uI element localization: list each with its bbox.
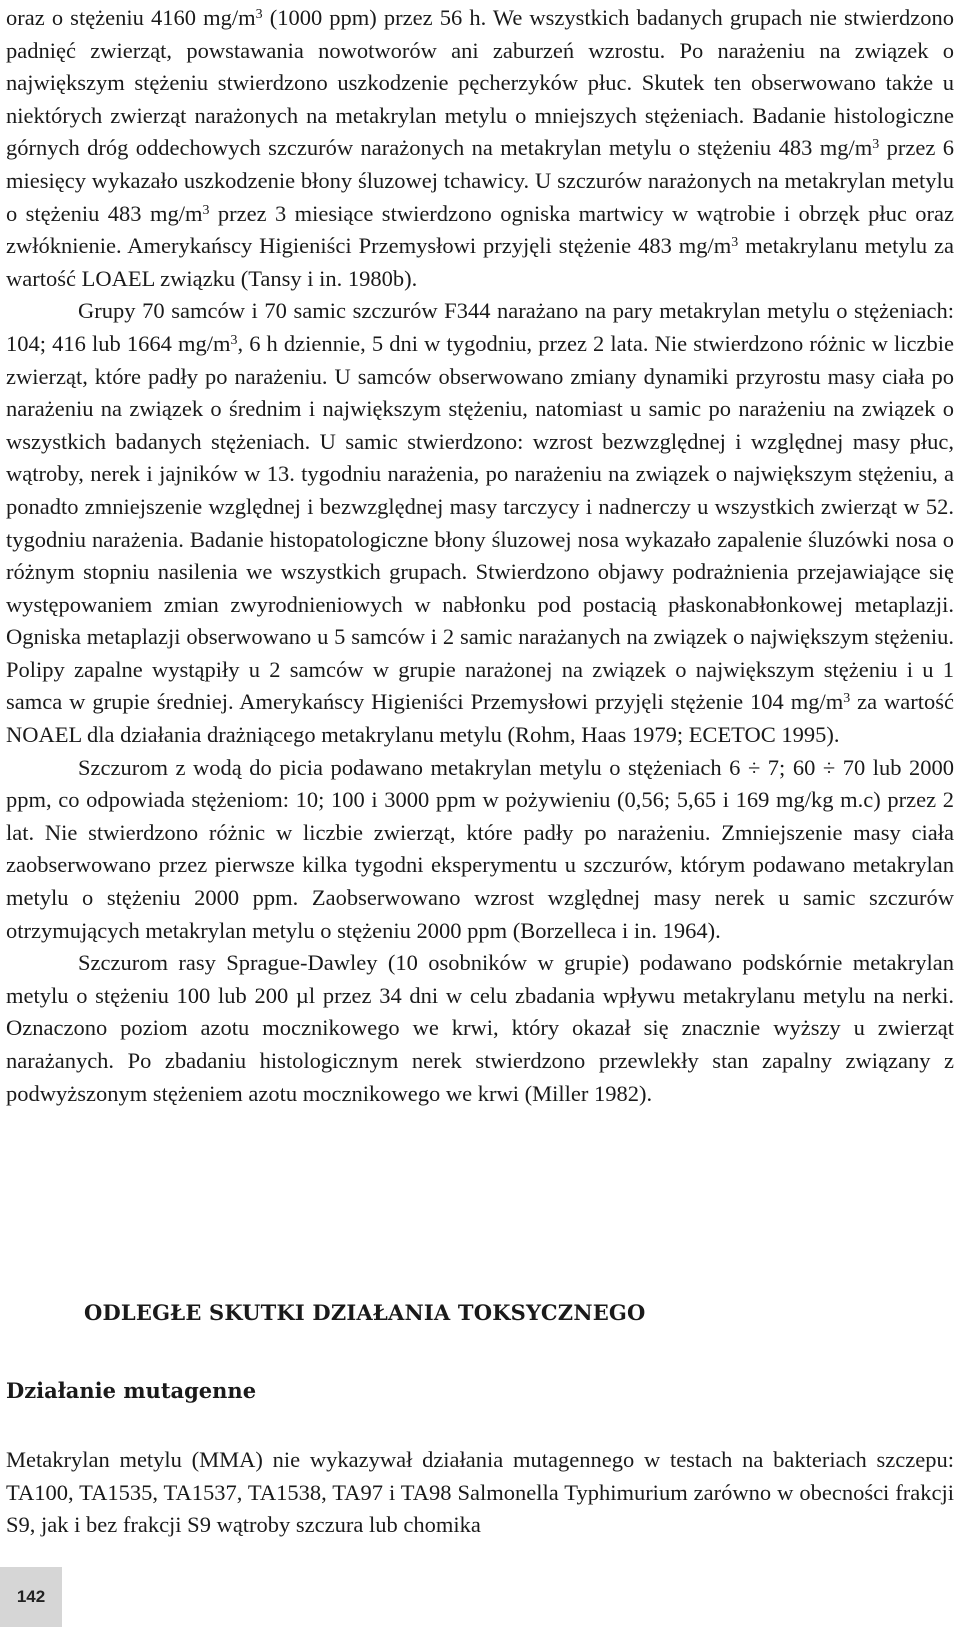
- superscript: 3: [255, 7, 263, 23]
- superscript: 3: [872, 137, 880, 153]
- paragraph-mutagenic: Metakrylan metylu (MMA) nie wykazywał działania mutagennego w testach na bakteriach szczepu: TA100, TA1535, TA1537, TA1538, TA97 i TA98 Salmonella Typhimurium zarówno w obecności frakcji S9, jak i bez frakcji S9 wątroby szczura lub chomika: [6, 1447, 954, 1538]
- paragraph-text: (1000 ppm) przez 56 h. We wszystkich badanych grupach nie stwierdzono padnięć zwierząt, powstawania nowotworów ani zaburzeń wzrostu. Po narażeniu na związek o największym stężeniu stwierdzono uszkodzenie pęcherzyków płuc. Skutek ten obserwowano także u niektórych zwierząt narażonych na metakrylan metylu o mniejszych stężeniach. Badanie histologiczne górnych dróg oddechowych szczurów narażonych na metakrylan metylu o stężeniu 483 mg/m: [6, 5, 954, 161]
- section-heading: ODLEGŁE SKUTKI DZIAŁANIA TOKSYCZNEGO: [84, 1300, 646, 1325]
- paragraph-text: przez 6 miesięcy wykazało uszkodzenie błony śluzowej tchawicy. U szczurów narażonych na metakrylan metylu o stężeniu 483 mg/m: [6, 135, 955, 226]
- paragraph-text: Szczurom rasy Sprague-Dawley (10 osobników w grupie) podawano podskórnie metakrylan metylu o stężeniu 100 lub 200 µl przez 34 dni w celu zbadania wpływu metakrylanu metylu na nerki. Oznaczono poziom azotu mocznikowego we krwi, który okazał się znacznie wyższy u zwierząt narażanych. Po zbadaniu histologicznym nerek stwierdzono przewlekły stan zapalny związany z podwyższonym stężeniem azotu mocznikowego we krwi (Miller 1982).: [6, 950, 954, 1106]
- superscript: 3: [731, 235, 739, 251]
- paragraph-text: , 6 h dziennie, 5 dni w tygodniu, przez 2 lata. Nie stwierdzono różnic w liczbie zwierząt, które padły po narażeniu. U samców obserwowano zmiany dynamiki przyrostu masy ciała po narażeniu na związek o średnim i największym stężeniu, natomiast u samic po narażeniu na związek o wszystkich badanych stężeniach. U samic stwierdzono: wzrost bezwzględnej i względnej masy płuc, wątroby, nerek i jajników w 13. tygodniu narażenia, po narażeniu na związek o największym stężeniu, a ponadto zmniejszenie względnej i bezwzględnej masy tarczycy i nadnerczy u wszystkich zwierząt w 52. tygodniu narażenia. Badanie histopatologiczne błony śluzowej nosa wykazało zapalenie śluzówki nosa o różnym stopniu nasilenia we wszystkich grupach. Stwierdzono objawy podrażnienia przejawiające się występowaniem zmian zwyrodnieniowych w nabłonku pod postacią płaskonabłonkowej metaplazji. Ogniska metaplazji obserwowano u 5 samców i 2 samic narażanych na związek o największym stężeniu. Polipy zapalne wystąpiły u 2 samców w grupie narażonej na związek o największym stężeniu i u 1 samca w grupie średniej. Amerykańscy Higieniści Przemysłowi przyjęli stężenie 104 mg/m: [6, 330, 954, 715]
- page-number: 142: [16, 1587, 46, 1606]
- paragraph-list: [6, 2, 954, 1110]
- paragraph: [6, 947, 954, 1110]
- paragraph-text: za wartość NOAEL dla działania drażniącego metakrylanu metylu (Rohm, Haas 1979; ECETOC 1995).: [6, 689, 954, 748]
- paragraph-text: metakrylanu metylu za wartość LOAEL związku (Tansy i in. 1980b).: [6, 233, 955, 291]
- paragraph-text: Szczurom z wodą do picia podawano metakrylan metylu o stężeniach 6 ÷ 7; 60 ÷ 70 lub 2000 ppm, co odpowiada stężeniom: 10; 100 i 3000 ppm w pożywieniu (0,56; 5,65 i 169 mg/kg m.c) przez 2 lat. Nie stwierdzono różnic w liczbie zwierząt, które padły po narażeniu. Zmniejszenie masy ciała zaobserwowano przez pierwsze kilka tygodni eksperymentu u szczurów, którym podawano metakrylan metylu o stężeniu 2000 ppm. Zaobserwowano wzrost względnej masy nerek u samic szczurów otrzymujących metakrylan metylu o stężeniu 2000 ppm (Borzelleca i in. 1964).: [6, 754, 954, 943]
- superscript: 3: [230, 332, 238, 348]
- paragraph-text: oraz o stężeniu 4160 mg/m: [6, 5, 256, 30]
- paragraph: [6, 295, 954, 751]
- document-body: [6, 2, 954, 1110]
- superscript: 3: [202, 202, 210, 218]
- superscript: 3: [843, 691, 851, 707]
- paragraph: [6, 2, 954, 295]
- paragraph: [6, 752, 954, 948]
- page-number-box: [0, 1567, 62, 1627]
- paragraph-text: Grupy 70 samców i 70 samic szczurów F344 narażano na pary metakrylan metylu o stężeniach: 104; 416 lub 1664 mg/m: [6, 298, 954, 356]
- paragraph-text: przez 3 miesiące stwierdzono ogniska martwicy w wątrobie i obrzęk płuc oraz zwłóknienie. Amerykańscy Higieniści Przemysłowi przyjęli stężenie 483 mg/m: [6, 200, 954, 259]
- sub-heading: Działanie mutagenne: [6, 1378, 257, 1403]
